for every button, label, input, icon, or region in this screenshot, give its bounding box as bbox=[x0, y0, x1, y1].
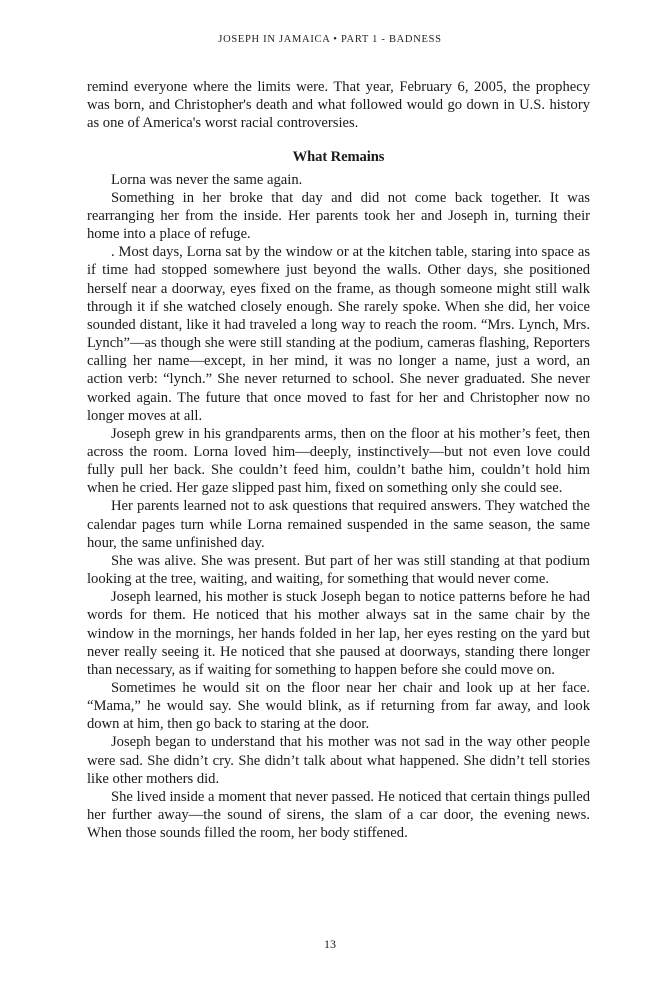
body-paragraph: Her parents learned not to ask questions that required answers. They watched the calendar pages turn while Lorna remained suspended in the same season, the same hour, the same unfinished day. bbox=[87, 498, 590, 551]
body-paragraph: She was alive. She was present. But part of her was still standing at that podium looking at the tree, waiting, and waiting, for something that would never come. bbox=[87, 552, 590, 588]
page-number: 13 bbox=[324, 937, 336, 951]
body-paragraph: Something in her broke that day and did not come back together. It was rearranging her from the inside. Her parents took her and Joseph in, turning their home into a place of refuge. bbox=[87, 189, 590, 243]
body-paragraph: Joseph began to understand that his mother was not sad in the way other people were sad. She didn’t cry. She didn’t talk about what happened. She didn’t tell stories like other mothers did. bbox=[87, 734, 590, 787]
body-paragraph: Sometimes he would sit on the floor near her chair and look up at her face. “Mama,” he would say. She would blink, as if returning from far away, and look down at him, then go back to staring at the door. bbox=[87, 680, 590, 733]
section-title: What Remains bbox=[292, 149, 385, 166]
body-paragraph: . Most days, Lorna sat by the window or at the kitchen table, staring into space as if time had stopped somewhere just beyond the walls. Other days, she positioned herself near a doorway, eyes fixed on the frame, as though someone might still walk through it if she watched closely enough. She rarely spoke. When she did, her voice sounded distant, like it had traveled a long way to reach the room. “Mrs. Lynch, Mrs. Lynch”—as though she were still standing at the podium, cameras flashing, Reporters calling her name—except, in her mind, it was no longer a name, just a word, an action verb: “lynch.” She never returned to school. She never graduated. She never worked again. The future that once moved to fast for her and Christopher now no longer moves at all. bbox=[87, 244, 590, 424]
running-head: JOSEPH IN JAMAICA • PART 1 - BADNESS bbox=[218, 34, 442, 45]
body-paragraph: Joseph learned, his mother is stuck Joseph began to notice patterns before he had words for them. He noticed that his mother always sat in the same chair by the window in the mornings, her hands folded in her lap, her eyes resting on the yard but never really seeing it. He noticed that she paused at doorways, standing there longer than necessary, as if waiting for something to happen before she could move on. bbox=[87, 589, 590, 678]
body-paragraph: Joseph grew in his grandparents arms, then on the floor at his mother’s feet, then across the room. Lorna loved him—deeply, instinctively—but not even love could fully pull her back. She couldn’t feed him, couldn’t bathe him, couldn’t hold him when he cried. Her gaze slipped past him, fixed on something only she could see. bbox=[87, 425, 590, 497]
body-paragraph: She lived inside a moment that never passed. He noticed that certain things pulled her further away—the sound of sirens, the slam of a car door, the evening news. When those sounds filled the room, her body stiffened. bbox=[87, 788, 590, 842]
page-body bbox=[87, 78, 590, 842]
body-paragraph: Lorna was never the same again. bbox=[111, 171, 303, 188]
intro-paragraph: remind everyone where the limits were. That year, February 6, 2005, the prophecy was born, and Christopher's death and what followed would go down in U.S. history as one of America's worst racial controversies. bbox=[87, 79, 590, 132]
